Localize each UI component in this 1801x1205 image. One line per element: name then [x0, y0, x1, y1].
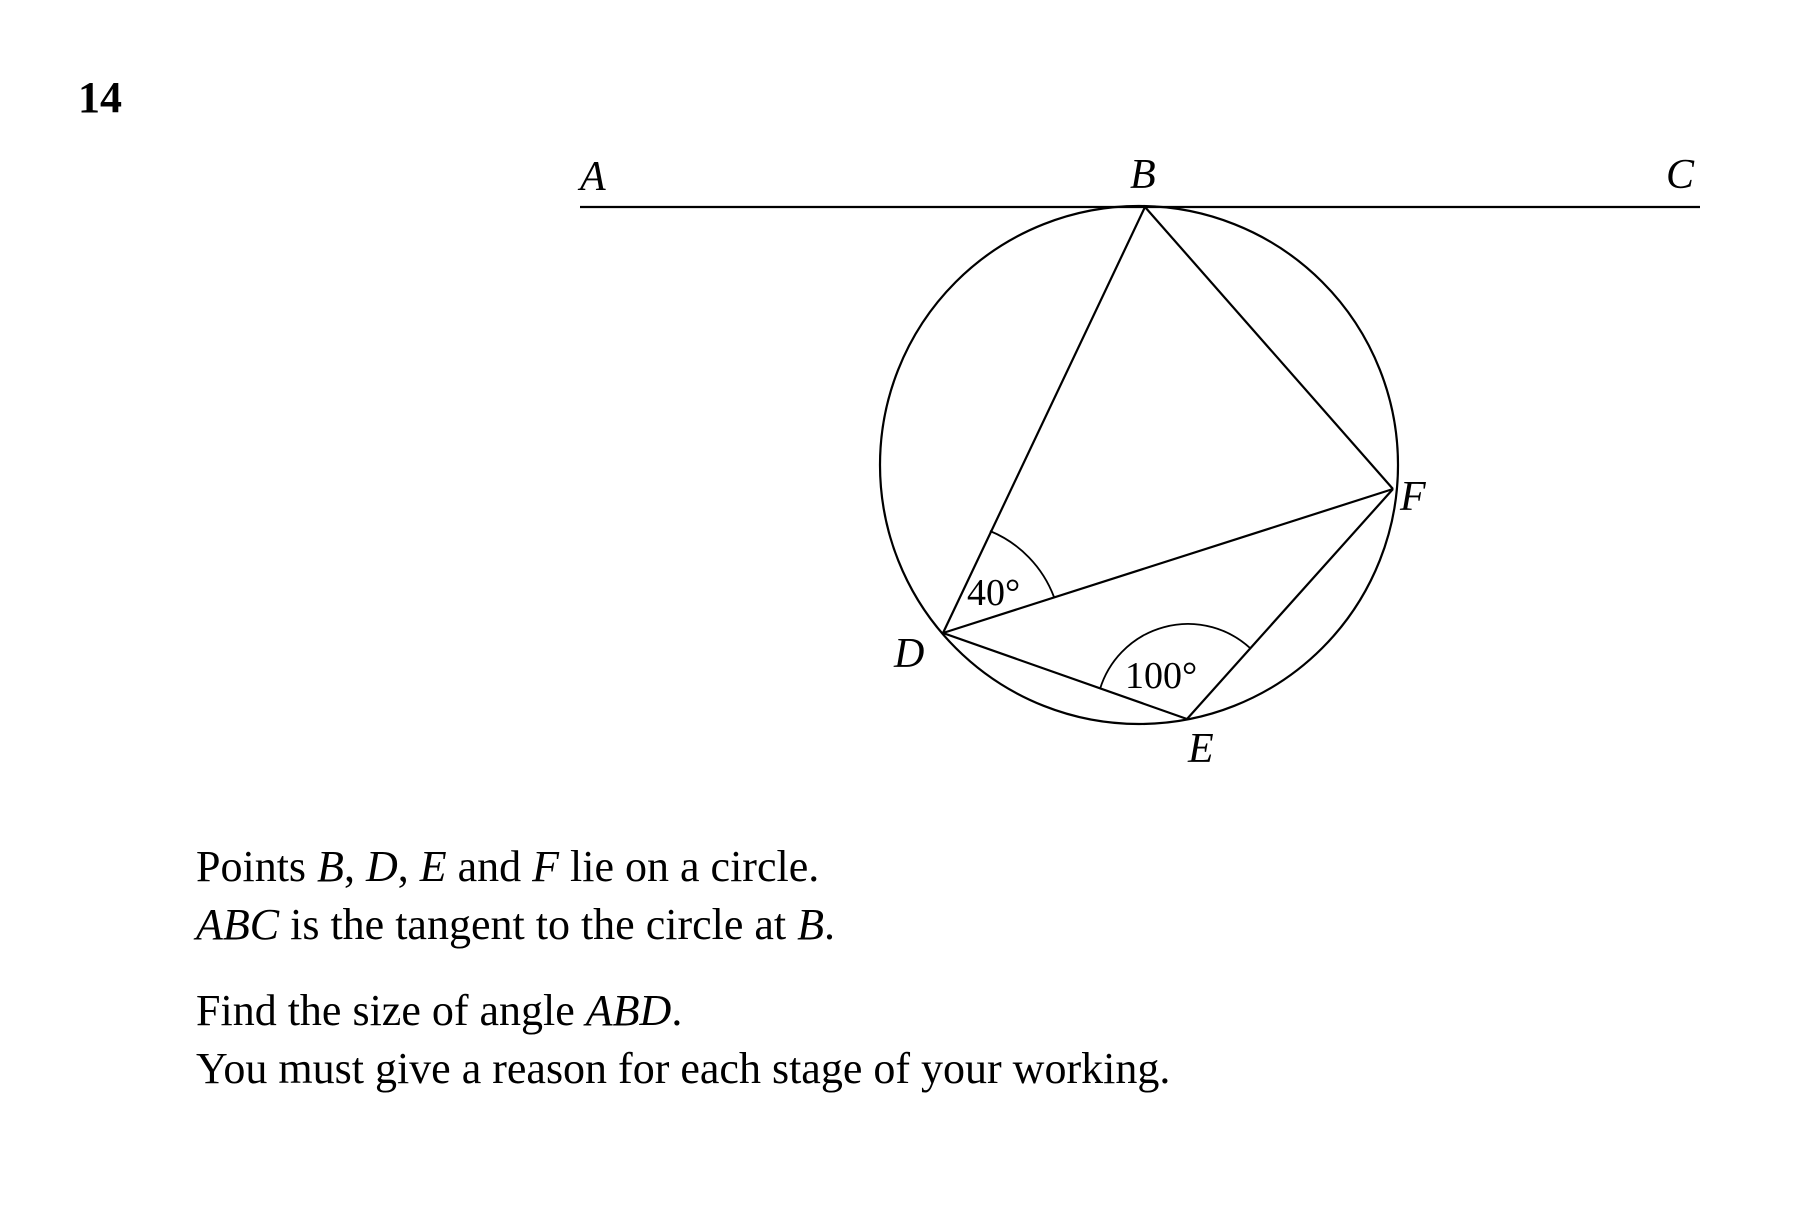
text-span: . [824, 900, 836, 949]
text-span-italic: B [797, 900, 825, 949]
label-f: F [1400, 474, 1426, 520]
label-a: A [580, 154, 606, 200]
text-span-italic: D [365, 842, 398, 891]
text-span: and [446, 842, 533, 891]
text-span-italic: E [419, 842, 447, 891]
text-span-italic: ABD [585, 986, 672, 1035]
text-span: Points [196, 842, 318, 891]
angle-label-100: 100° [1125, 655, 1198, 697]
circle [880, 206, 1398, 724]
text-span-italic: F [532, 842, 560, 891]
text-line-2 [196, 896, 1170, 954]
text-span-italic: B [317, 842, 344, 891]
question-text [196, 838, 1170, 1098]
label-b: B [1130, 152, 1156, 198]
label-e: E [1188, 726, 1214, 772]
question-number: 14 [78, 73, 122, 122]
text-span: is the tangent to the circle at [279, 900, 798, 949]
angle-label-40: 40° [967, 572, 1021, 614]
text-span-italic: ABC [196, 900, 280, 949]
label-d: D [894, 631, 925, 677]
text-line-1 [196, 838, 1170, 896]
chord-bf [1145, 207, 1393, 489]
text-span: lie on a circle. [559, 842, 820, 891]
text-line-4: You must give a reason for each stage of your working. [196, 1044, 1171, 1093]
text-span: , [397, 842, 420, 891]
chord-ef [1187, 489, 1393, 719]
text-line-3 [196, 982, 1170, 1040]
label-c: C [1666, 152, 1695, 198]
text-span: , [343, 842, 366, 891]
text-span: . [671, 986, 683, 1035]
text-span: Find the size of angle [196, 986, 586, 1035]
chord-bd [943, 207, 1145, 633]
